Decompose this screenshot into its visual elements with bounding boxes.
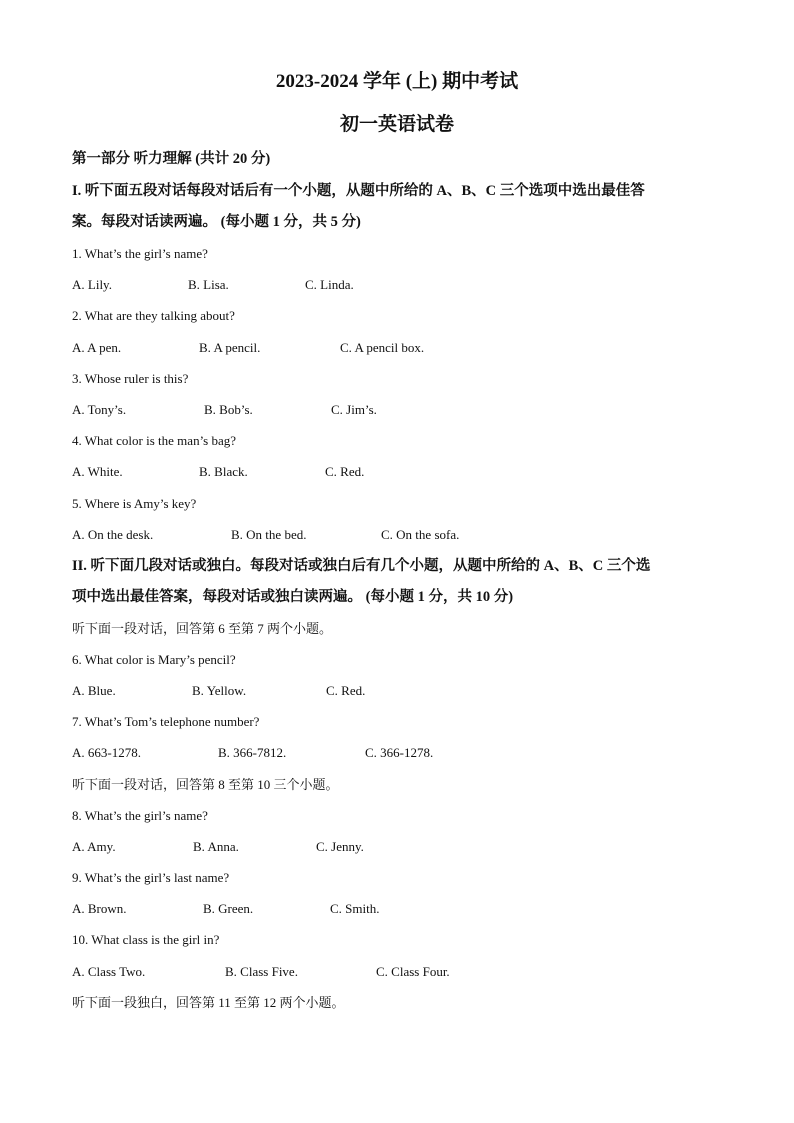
- question-1-option-a: A. Lily.: [72, 277, 112, 292]
- section-two-instruction-line2: 项中选出最佳答案，每段对话或独白读两遍。 (每小题 1 分，共 10 分): [72, 589, 514, 605]
- question-9: 9. What’s the girl’s last name?: [72, 870, 230, 885]
- question-4-option-c: C. Red.: [325, 464, 365, 479]
- question-2: 2. What are they talking about?: [72, 308, 235, 323]
- question-7: 7. What’s Tom’s telephone number?: [72, 714, 260, 729]
- question-3-option-b: B. Bob’s.: [204, 402, 253, 417]
- direction-monologue-11-12: 听下面一段独白，回答第 11 至第 12 两个小题。: [72, 995, 345, 1010]
- exam-subtitle: 初一英语试卷: [339, 114, 454, 135]
- question-2-option-b: B. A pencil.: [199, 340, 261, 355]
- question-6: 6. What color is Mary’s pencil?: [72, 652, 236, 667]
- question-2-option-c: C. A pencil box.: [340, 340, 425, 355]
- question-7-option-c: C. 366-1278.: [365, 745, 434, 760]
- question-8-option-b: B. Anna.: [193, 839, 239, 854]
- question-4: 4. What color is the man’s bag?: [72, 433, 237, 448]
- section-one-instruction-line1: I. 听下面五段对话每段对话后有一个小题，从题中所给的 A、B、C 三个选项中选出最佳答: [72, 183, 645, 199]
- section-two-instruction-line1: II. 听下面几段对话或独白。每段对话或独白后有几个小题，从题中所给的 A、B、C 三个选: [72, 558, 651, 574]
- section-one-instruction-line2: 案。每段对话读两遍。 (每小题 1 分，共 5 分): [72, 214, 361, 230]
- question-5-option-b: B. On the bed.: [231, 527, 307, 542]
- question-9-option-c: C. Smith.: [330, 901, 380, 916]
- question-3-option-c: C. Jim’s.: [331, 402, 377, 417]
- question-7-option-b: B. 366-7812.: [218, 745, 287, 760]
- question-6-option-c: C. Red.: [326, 683, 366, 698]
- question-1: 1. What’s the girl’s name?: [72, 246, 208, 261]
- question-8-option-a: A. Amy.: [72, 839, 116, 854]
- direction-dialogue-8-10: 听下面一段对话，回答第 8 至第 10 三个小题。: [72, 777, 339, 792]
- part-one-heading: 第一部分 听力理解 (共计 20 分): [72, 151, 271, 167]
- exam-title: 2023-2024 学年 (上) 期中考试: [275, 71, 519, 92]
- question-10-option-a: A. Class Two.: [72, 964, 146, 979]
- question-5: 5. Where is Amy’s key?: [72, 496, 197, 511]
- question-6-option-b: B. Yellow.: [192, 683, 247, 698]
- question-6-option-a: A. Blue.: [72, 683, 116, 698]
- question-9-option-a: A. Brown.: [72, 901, 127, 916]
- question-10-option-c: C. Class Four.: [376, 964, 450, 979]
- question-4-option-a: A. White.: [72, 464, 123, 479]
- question-5-option-a: A. On the desk.: [72, 527, 154, 542]
- question-1-option-b: B. Lisa.: [188, 277, 229, 292]
- question-8: 8. What’s the girl’s name?: [72, 808, 208, 823]
- question-1-option-c: C. Linda.: [305, 277, 354, 292]
- question-2-option-a: A. A pen.: [72, 340, 122, 355]
- question-10: 10. What class is the girl in?: [72, 932, 220, 947]
- direction-dialogue-6-7: 听下面一段对话，回答第 6 至第 7 两个小题。: [72, 621, 333, 636]
- question-5-option-c: C. On the sofa.: [381, 527, 460, 542]
- question-3-option-a: A. Tony’s.: [72, 402, 127, 417]
- question-7-option-a: A. 663-1278.: [72, 745, 141, 760]
- question-3: 3. Whose ruler is this?: [72, 371, 189, 386]
- question-8-option-c: C. Jenny.: [316, 839, 364, 854]
- question-10-option-b: B. Class Five.: [225, 964, 298, 979]
- question-4-option-b: B. Black.: [199, 464, 248, 479]
- question-9-option-b: B. Green.: [203, 901, 254, 916]
